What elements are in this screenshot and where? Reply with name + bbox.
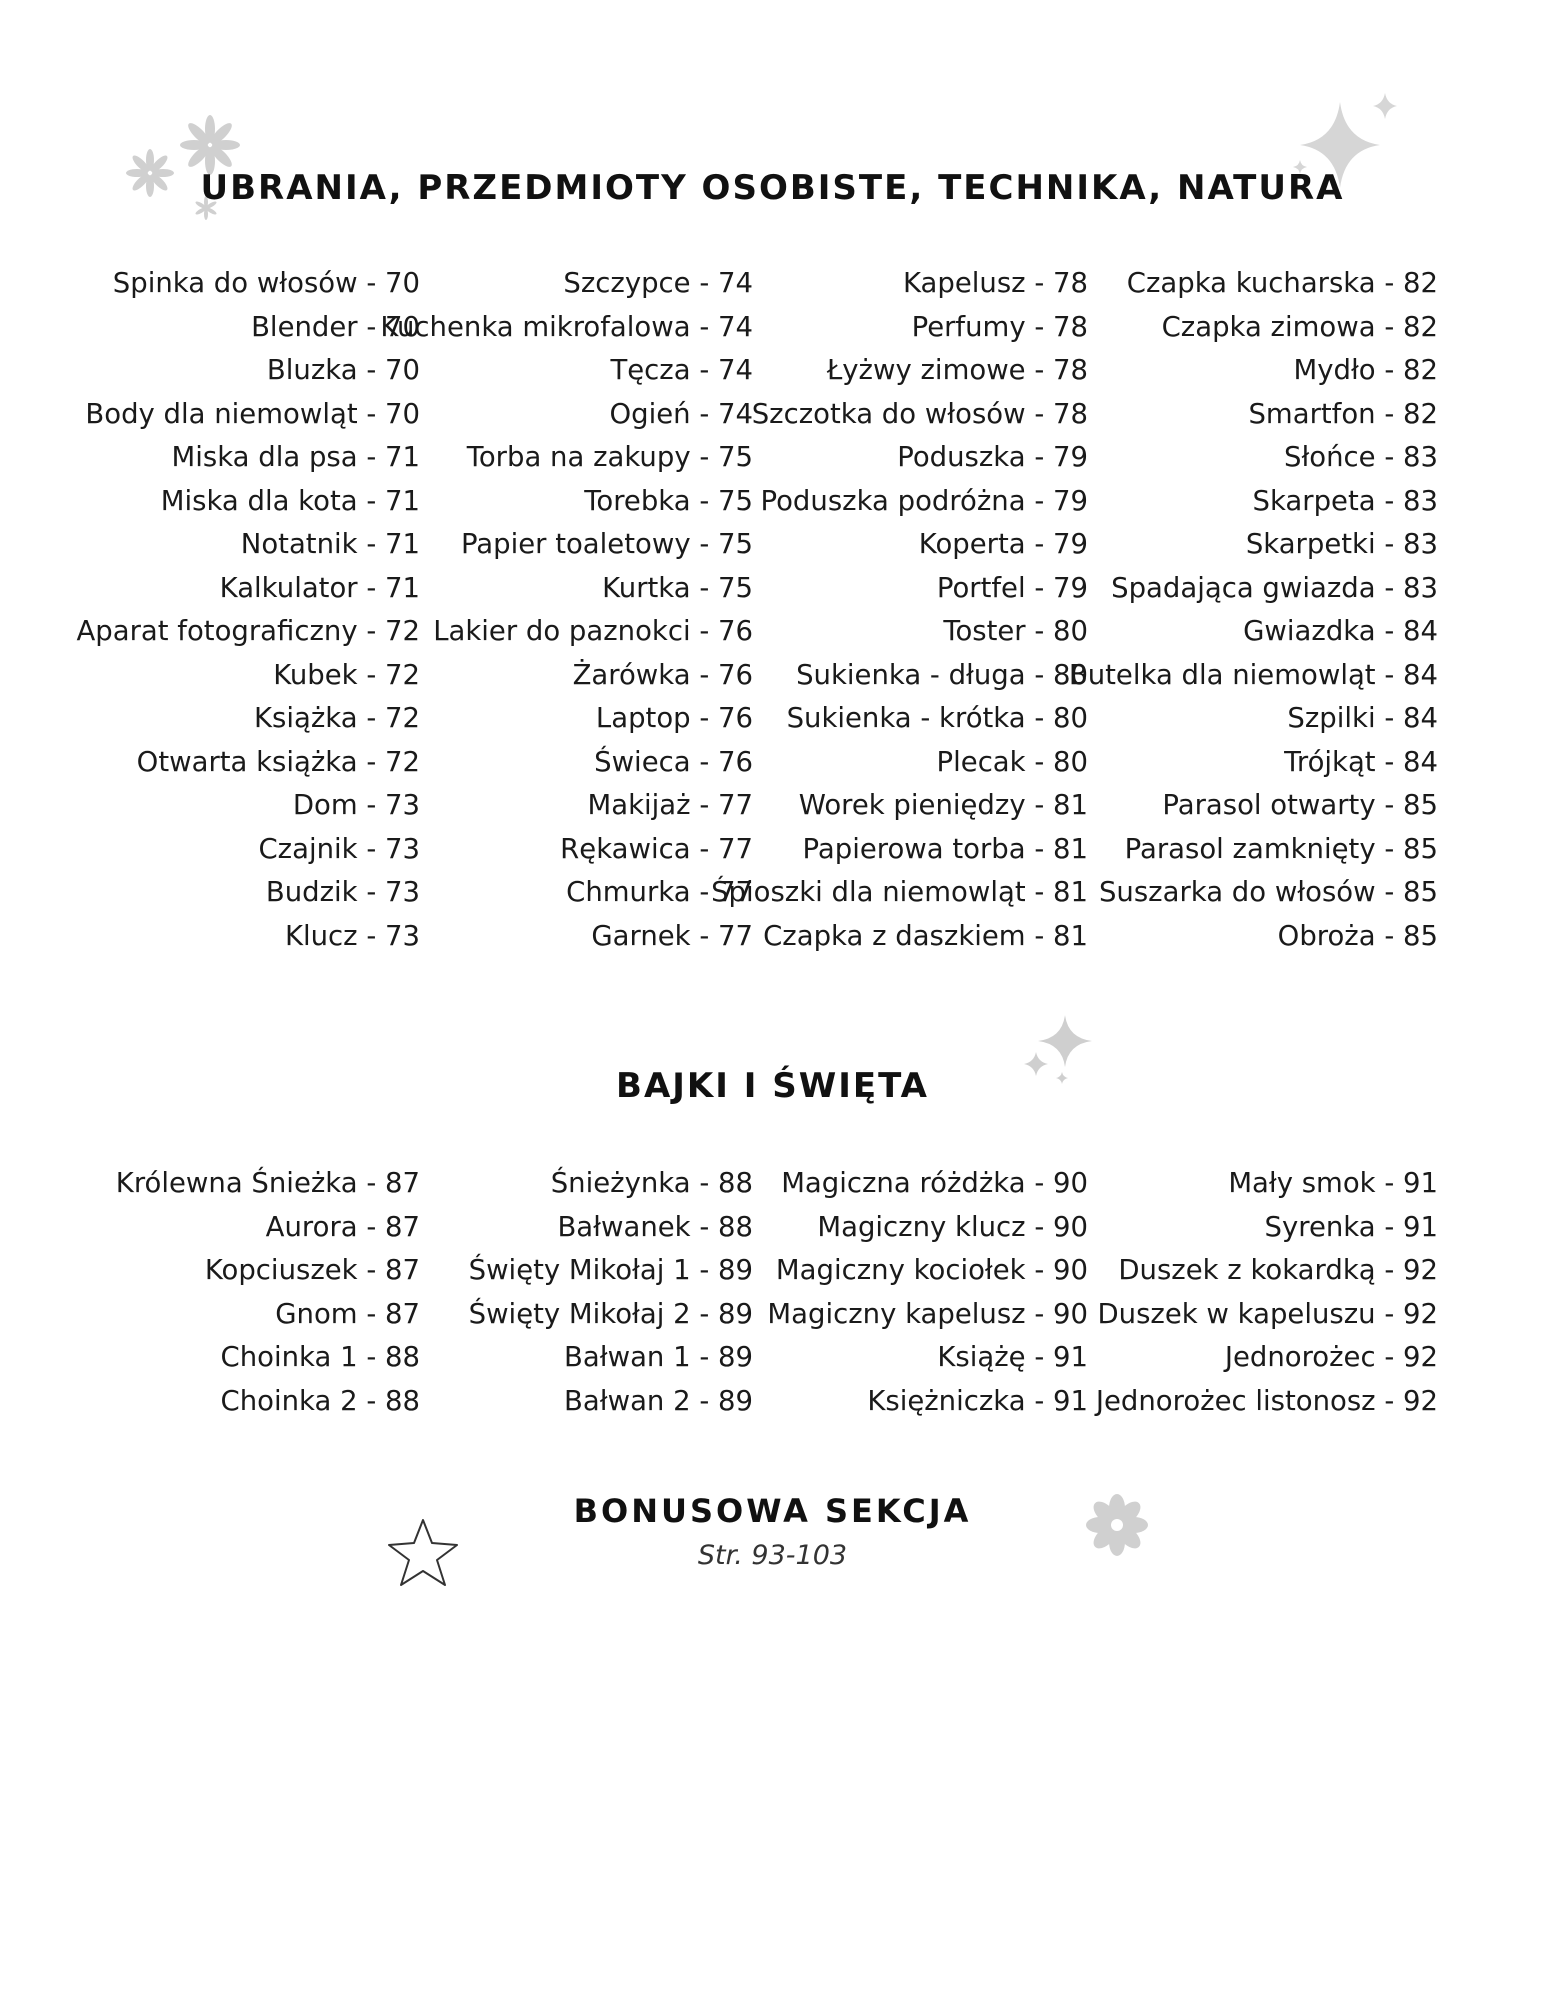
index-entry: Poduszka podróżna - 79 <box>760 484 1088 517</box>
index-entry: Śnieżynka - 88 <box>550 1167 753 1199</box>
index-column <box>1096 1162 1438 1423</box>
index-entry: Miska dla kota - 71 <box>160 484 420 517</box>
index-entry: Magiczna różdżka - 90 <box>781 1167 1088 1199</box>
index-entry: Lakier do paznokci - 76 <box>433 615 753 647</box>
index-entry: Duszek w kapeluszu - 92 <box>1097 1297 1438 1330</box>
index-entry: Otwarta książka - 72 <box>136 745 420 778</box>
index-entry: Poduszka - 79 <box>897 441 1088 473</box>
index-entry: Perfumy - 78 <box>911 310 1088 343</box>
index-entry: Klucz - 73 <box>284 919 420 952</box>
index-entry: Dom - 73 <box>292 789 420 821</box>
index-entry: Kalkulator - 71 <box>219 571 420 604</box>
index-entry: Magiczny kociołek - 90 <box>775 1254 1088 1286</box>
index-entry: Torba na zakupy - 75 <box>466 441 753 473</box>
index-entry: Czajnik - 73 <box>258 832 420 865</box>
index-entry: Miska dla psa - 71 <box>171 441 420 473</box>
index-entry: Święty Mikołaj 1 - 89 <box>468 1254 753 1286</box>
index-column <box>380 262 753 958</box>
index-entry: Słońce - 83 <box>1284 441 1438 473</box>
index-entry: Koperta - 79 <box>918 528 1088 560</box>
section-title-clothes: UBRANIA, PRZEDMIOTY OSOBISTE, TECHNIKA, NATURA <box>200 168 1345 208</box>
index-entry: Plecak - 80 <box>936 745 1088 778</box>
index-entry: Spinka do włosów - 70 <box>112 267 420 299</box>
index-entry: Suszarka do włosów - 85 <box>1098 876 1438 908</box>
index-entry: Gnom - 87 <box>275 1297 420 1330</box>
index-entry: Święty Mikołaj 2 - 89 <box>468 1297 753 1330</box>
index-entry: Żarówka - 76 <box>572 658 753 691</box>
index-entry: Butelka dla niemowląt - 84 <box>1068 658 1438 691</box>
index-entry: Książka - 72 <box>254 702 420 734</box>
index-entry: Duszek z kokardką - 92 <box>1118 1254 1438 1286</box>
index-column <box>76 262 420 958</box>
index-entry: Papierowa torba - 81 <box>802 832 1088 865</box>
index-entry: Kopciuszek - 87 <box>204 1254 420 1286</box>
index-column <box>1069 262 1438 958</box>
index-entry: Mały smok - 91 <box>1228 1167 1438 1199</box>
index-column <box>469 1162 753 1423</box>
index-entry: Bałwan 2 - 89 <box>564 1384 753 1417</box>
index-entry: Królewna Śnieżka - 87 <box>115 1167 420 1199</box>
index-entry: Trójkąt - 84 <box>1284 745 1438 778</box>
index-column <box>711 262 1088 958</box>
index-entry: Czapka z daszkiem - 81 <box>763 919 1088 952</box>
index-entry: Portfel - 79 <box>936 571 1088 604</box>
index-entry: Toster - 80 <box>943 615 1088 647</box>
index-entry: Szczypce - 74 <box>563 267 753 299</box>
index-entry: Sukienka - długa - 80 <box>796 658 1088 691</box>
index-entry: Smartfon - 82 <box>1248 397 1438 430</box>
index-entry: Laptop - 76 <box>595 702 753 734</box>
index-entry: Bałwan 1 - 89 <box>564 1341 753 1373</box>
index-entry: Worek pieniędzy - 81 <box>798 789 1088 821</box>
index-entry: Książę - 91 <box>937 1341 1088 1373</box>
index-entry: Świeca - 76 <box>594 745 753 778</box>
index-entry: Skarpeta - 83 <box>1252 484 1438 517</box>
index-entry: Makijaż - 77 <box>587 789 753 821</box>
index-entry: Bluzka - 70 <box>266 354 420 386</box>
index-entry: Kurtka - 75 <box>602 571 753 604</box>
index-entry: Skarpetki - 83 <box>1245 528 1438 560</box>
bonus-page-range: Str. 93-103 <box>697 1540 848 1571</box>
index-column <box>767 1162 1088 1423</box>
index-entry: Magiczny kapelusz - 90 <box>767 1297 1088 1330</box>
index-entry: Kuchenka mikrofalowa - 74 <box>380 310 753 343</box>
index-entry: Aurora - 87 <box>265 1210 420 1243</box>
index-entry: Czapka kucharska - 82 <box>1126 267 1438 299</box>
index-entry: Notatnik - 71 <box>240 528 420 560</box>
section-title-fairytales: BAJKI I ŚWIĘTA <box>616 1066 929 1106</box>
index-entry: Czapka zimowa - 82 <box>1161 310 1438 343</box>
section-title-bonus: BONUSOWA SEKCJA <box>573 1492 972 1530</box>
index-column <box>116 1162 420 1423</box>
index-entry: Jednorożec listonosz - 92 <box>1095 1384 1438 1417</box>
index-entry: Bałwanek - 88 <box>557 1210 753 1243</box>
index-entry: Jednorożec - 92 <box>1224 1341 1438 1373</box>
index-entry: Tęcza - 74 <box>610 354 753 386</box>
index-entry: Aparat fotograficzny - 72 <box>76 615 420 647</box>
index-entry: Szczotka do włosów - 78 <box>751 397 1088 430</box>
index-entry: Choinka 2 - 88 <box>220 1384 420 1417</box>
index-entry: Magiczny klucz - 90 <box>817 1210 1088 1243</box>
index-entry: Choinka 1 - 88 <box>220 1341 420 1373</box>
index-entry: Śpioszki dla niemowląt - 81 <box>711 876 1088 908</box>
index-entry: Kubek - 72 <box>273 658 420 691</box>
index-entry: Budzik - 73 <box>265 876 420 908</box>
index-entry: Parasol otwarty - 85 <box>1162 789 1438 821</box>
index-entry: Syrenka - 91 <box>1264 1210 1438 1243</box>
index-entry: Szpilki - 84 <box>1287 702 1438 734</box>
index-entry: Ogień - 74 <box>609 397 753 430</box>
index-entry: Garnek - 77 <box>591 919 753 952</box>
index-entry: Księżniczka - 91 <box>867 1384 1088 1417</box>
index-entry: Spadająca gwiazda - 83 <box>1111 571 1438 604</box>
index-entry: Łyżwy zimowe - 78 <box>826 354 1088 386</box>
index-entry: Parasol zamknięty - 85 <box>1124 832 1438 865</box>
index-entry: Papier toaletowy - 75 <box>460 528 753 560</box>
index-entry: Kapelusz - 78 <box>902 267 1088 299</box>
index-entry: Chmurka - 77 <box>566 876 753 908</box>
index-entry: Obroża - 85 <box>1277 919 1438 952</box>
index-entry: Torebka - 75 <box>584 484 753 517</box>
index-entry: Blender - 70 <box>251 310 420 343</box>
index-entry: Body dla niemowląt - 70 <box>85 397 420 430</box>
index-entry: Mydło - 82 <box>1293 354 1438 386</box>
index-entry: Gwiazdka - 84 <box>1243 615 1438 647</box>
index-entry: Rękawica - 77 <box>560 832 753 865</box>
index-entry: Sukienka - krótka - 80 <box>786 702 1088 734</box>
